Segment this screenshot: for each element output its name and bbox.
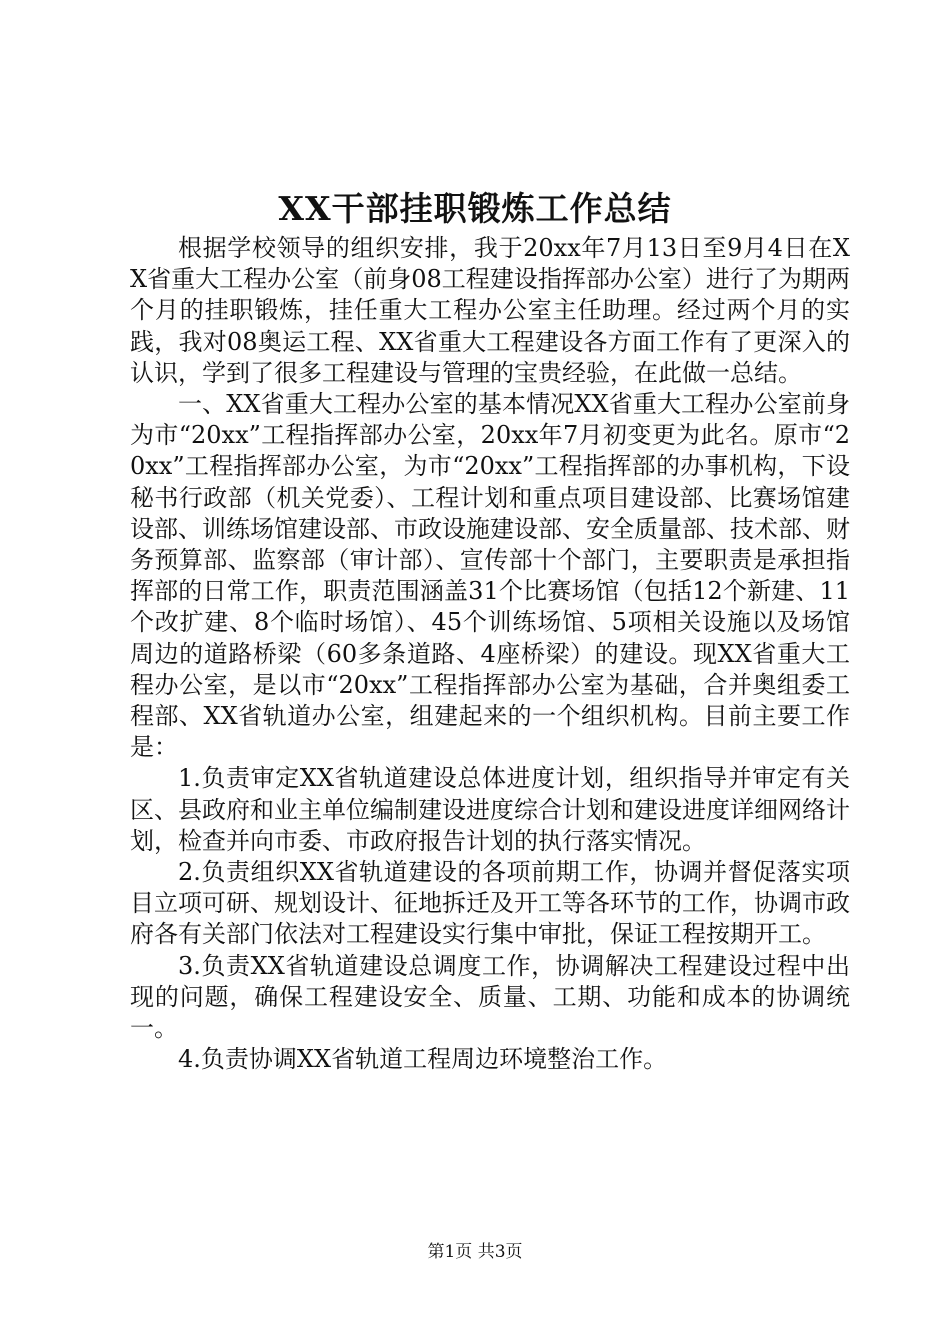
paragraph-item-4: 4.负责协调XX省轨道工程周边环境整治工作。 [178, 1045, 668, 1074]
paragraph-intro: 根据学校领导的组织安排，我于20xx年7月13日至9月4日在XX省重大工程办公室（前身08工程建设指挥部办公室）进行了为期两个月的挂职锻炼，挂任重大工程办公室主任助理。经过两个月的实践，我对08奥运工程、XX省重大工程建设各方面工作有了更深入的认识，学到了很多工程建设与管理的宝贵经验，在此做一总结。 [130, 234, 850, 387]
paragraph-item-1: 1.负责审定XX省轨道建设总体进度计划，组织指导并审定有关区、县政府和业主单位编制建设进度综合计划和建设进度详细网络计划，检查并向市委、市政府报告计划的执行落实情况。 [130, 764, 850, 855]
document-title: XX干部挂职锻炼工作总结 [278, 189, 672, 228]
paragraph-item-3: 3.负责XX省轨道建设总调度工作，协调解决工程建设过程中出现的问题，确保工程建设安全、质量、工期、功能和成本的协调统一。 [130, 951, 850, 1043]
paragraph-item-2: 2.负责组织XX省轨道建设的各项前期工作，协调并督促落实项目立项可研、规划设计、征地拆迁及开工等各环节的工作，协调市政府各有关部门依法对工程建设实行集中审批，保证工程按期开工。 [130, 858, 850, 949]
paragraph-basic-info: 一、XX省重大工程办公室的基本情况XX省重大工程办公室前身为市“20xx”工程指挥部办公室，20xx年7月初变更为此名。原市“20xx”工程指挥部办公室，为市“20xx”工程指挥部的办事机构，下设秘书行政部（机关党委）、工程计划和重点项目建设部、比赛场馆建设部、训练场馆建设部、市政设施建设部、安全质量部、技术部、财务预算部、监察部（审计部）、宣传部十个部门，主要职责是承担指挥部的日常工作，职责范围涵盖31个比赛场馆（包括12个新建、11个改扩建、8个临时场馆）、45个训练场馆、5项相关设施以及场馆周边的道路桥梁（60多条道路、4座桥梁）的建设。现XX省重大工程办公室，是以市“20xx”工程指挥部办公室为基础，合并奥组委工程部、XX省轨道办公室，组建起来的一个组织机构。目前主要工作是： [130, 390, 850, 762]
page-footer: 第1页 共3页 [427, 1242, 523, 1262]
document-body [130, 233, 850, 1075]
